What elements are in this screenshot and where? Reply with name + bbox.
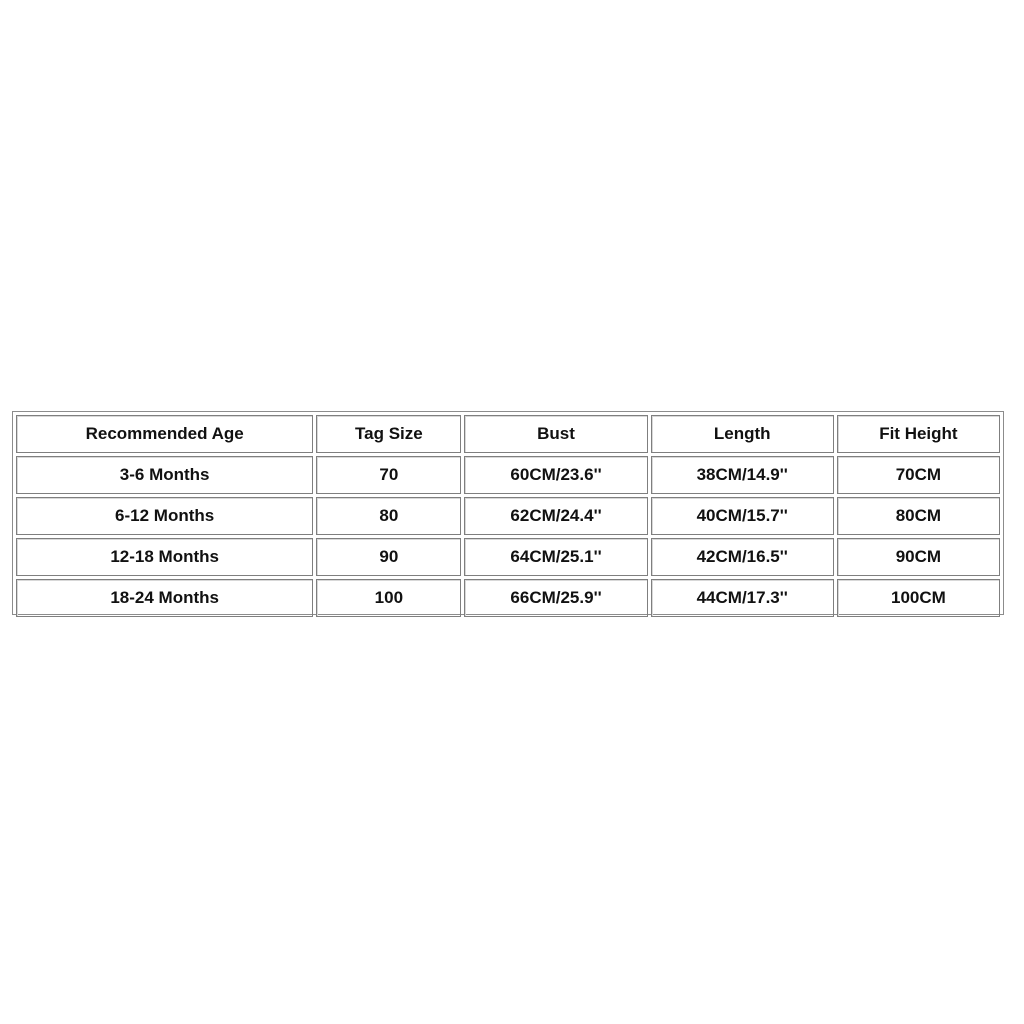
cell-fit-height: 100CM <box>837 579 1000 617</box>
cell-length: 44CM/17.3'' <box>651 579 834 617</box>
cell-recommended-age: 6-12 Months <box>16 497 313 535</box>
cell-recommended-age: 3-6 Months <box>16 456 313 494</box>
cell-bust: 60CM/23.6'' <box>464 456 647 494</box>
header-fit-height: Fit Height <box>837 415 1000 453</box>
cell-tag-size: 80 <box>316 497 461 535</box>
table-row <box>16 497 1000 535</box>
cell-bust: 64CM/25.1'' <box>464 538 647 576</box>
size-chart-table <box>13 412 1003 620</box>
cell-fit-height: 70CM <box>837 456 1000 494</box>
cell-tag-size: 100 <box>316 579 461 617</box>
cell-fit-height: 80CM <box>837 497 1000 535</box>
header-tag-size: Tag Size <box>316 415 461 453</box>
cell-length: 38CM/14.9'' <box>651 456 834 494</box>
cell-tag-size: 70 <box>316 456 461 494</box>
header-recommended-age: Recommended Age <box>16 415 313 453</box>
cell-bust: 66CM/25.9'' <box>464 579 647 617</box>
cell-fit-height: 90CM <box>837 538 1000 576</box>
table-row <box>16 456 1000 494</box>
size-chart <box>12 411 1004 615</box>
table-row <box>16 538 1000 576</box>
cell-tag-size: 90 <box>316 538 461 576</box>
cell-recommended-age: 12-18 Months <box>16 538 313 576</box>
cell-length: 40CM/15.7'' <box>651 497 834 535</box>
cell-recommended-age: 18-24 Months <box>16 579 313 617</box>
header-bust: Bust <box>464 415 647 453</box>
cell-bust: 62CM/24.4'' <box>464 497 647 535</box>
table-row <box>16 579 1000 617</box>
header-length: Length <box>651 415 834 453</box>
table-header-row <box>16 415 1000 453</box>
cell-length: 42CM/16.5'' <box>651 538 834 576</box>
